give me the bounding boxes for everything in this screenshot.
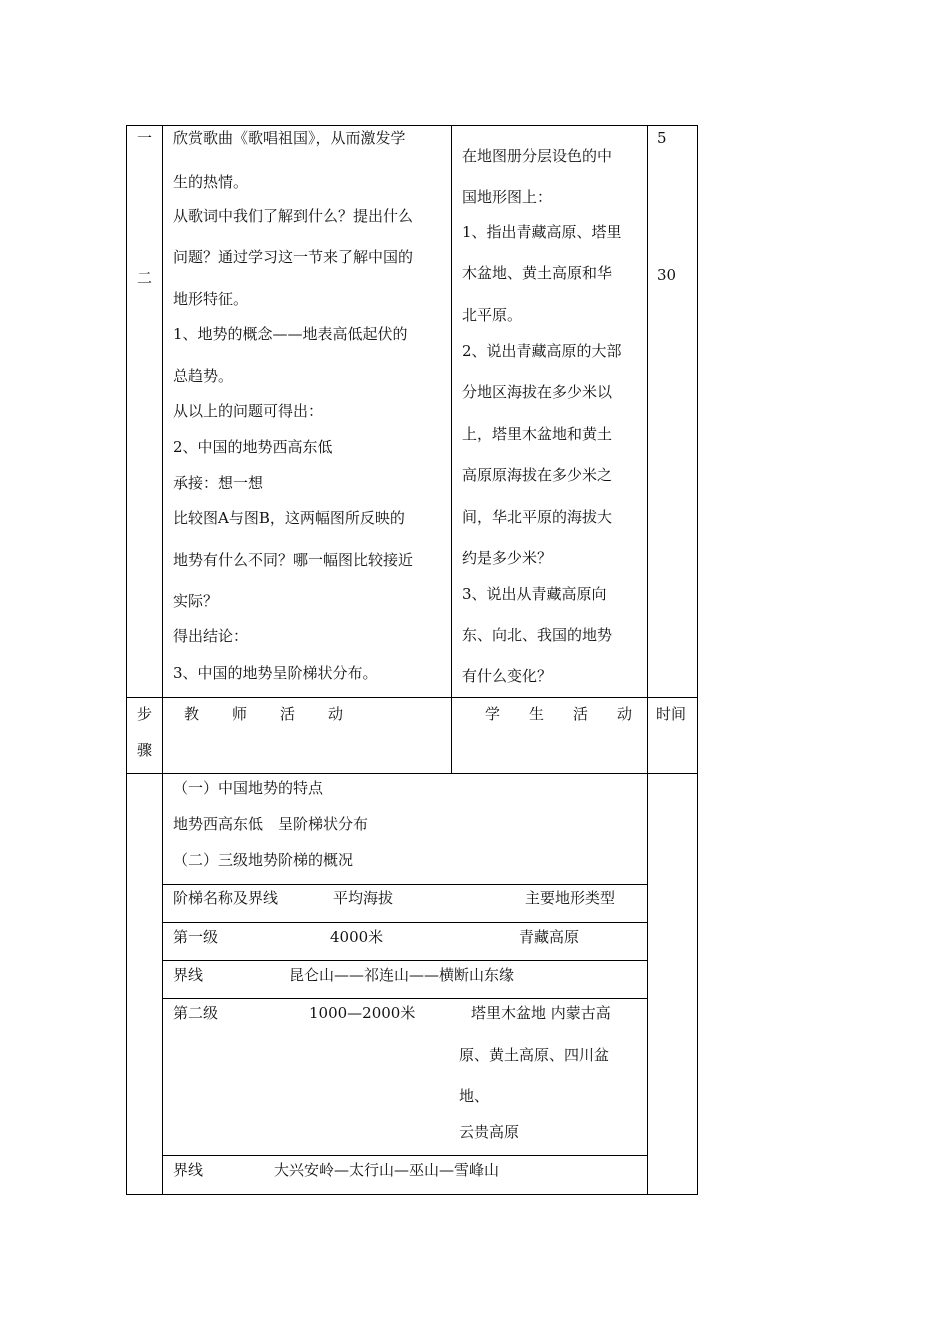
inner-table-line [163,922,647,923]
student-line: 木盆地、黄土高原和华 [462,264,613,282]
col-divider-teacher [451,125,452,774]
teacher-line: 生的热情。 [173,173,249,191]
teacher-line: 承接：想一想 [173,474,264,492]
tier-2-terrain: 原、黄土高原、四川盆 [459,1046,610,1064]
table-col-header: 阶梯名称及界线 [173,889,279,907]
teacher-line: 比较图A与图B，这两幅图所反映的 [173,509,405,527]
terrain-feature: 地势西高东低 呈阶梯状分布 [173,815,369,833]
tier-1-name: 第一级 [173,928,219,946]
teacher-line: 地形特征。 [173,290,249,308]
row-divider-header-bottom [126,773,698,774]
outer-left-border [126,125,127,1195]
student-line: 1、指出青藏高原、塔里 [462,223,622,241]
time-value: 5 [657,129,667,147]
student-line: 国地形图上： [462,188,553,206]
teacher-line: 得出结论： [173,627,249,645]
student-line: 分地区海拔在多少米以 [462,383,613,401]
boundary-2-label: 界线 [173,1161,204,1179]
teacher-line: 从以上的问题可得出： [173,402,324,420]
inner-table-line [163,884,647,885]
time-value: 30 [657,266,677,284]
teacher-line: 从歌词中我们了解到什么？提出什么 [173,207,414,225]
bottom-border [126,1194,698,1195]
inner-table-line [163,1155,647,1156]
tier-1-terrain: 青藏高原 [519,928,580,946]
header-student: 学 生 活 动 [485,705,640,723]
boundary-1-label: 界线 [173,966,204,984]
table-col-header: 主要地形类型 [525,889,616,907]
student-line: 3、说出从青藏高原向 [462,585,607,603]
student-line: 高原原海拔在多少米之 [462,466,613,484]
header-step-1: 步 [137,705,153,723]
teacher-line: 地势有什么不同？哪一幅图比较接近 [173,551,414,569]
row-divider-header-top [126,697,698,698]
header-step-2: 骤 [137,741,153,759]
section-heading-2: （二）三级地势阶梯的概况 [173,851,354,869]
teacher-line: 3、中国的地势呈阶梯状分布。 [173,664,378,682]
table-col-header: 平均海拔 [333,889,394,907]
step-number-one: 一 [137,129,153,147]
tier-2-terrain: 地、 [459,1087,490,1105]
top-border [126,125,698,126]
tier-1-altitude: 4000米 [330,928,384,946]
col-divider-step [162,125,163,1195]
outer-right-border [697,125,698,1195]
student-line: 约是多少米？ [462,549,553,567]
teacher-line: 总趋势。 [173,367,234,385]
inner-table-line [163,998,647,999]
tier-2-altitude: 1000—2000米 [309,1004,416,1022]
section-heading-1: （一）中国地势的特点 [173,779,324,797]
student-line: 东、向北、我国的地势 [462,626,613,644]
teacher-line: 欣赏歌曲《歌唱祖国》，从而激发学 [173,129,406,147]
student-line: 在地图册分层设色的中 [462,147,613,165]
student-line: 间，华北平原的海拔大 [462,508,613,526]
header-teacher: 教 师 活 动 [184,705,353,723]
header-time: 时间 [656,705,687,723]
teacher-line: 2、中国的地势西高东低 [173,438,333,456]
student-line: 2、说出青藏高原的大部 [462,342,622,360]
col-divider-time [647,125,648,1195]
student-line: 有什么变化？ [462,667,553,685]
teacher-line: 1、地势的概念——地表高低起伏的 [173,325,408,343]
tier-2-terrain: 云贵高原 [459,1123,520,1141]
boundary-1-value: 昆仑山——祁连山——横断山东缘 [289,966,515,984]
tier-2-terrain: 塔里木盆地 内蒙古高 [471,1004,611,1022]
inner-table-line [163,960,647,961]
tier-2-name: 第二级 [173,1004,219,1022]
teacher-line: 实际？ [173,592,219,610]
boundary-2-value: 大兴安岭—太行山—巫山—雪峰山 [274,1161,500,1179]
teacher-line: 问题？通过学习这一节来了解中国的 [173,248,414,266]
step-number-two: 二 [137,269,153,287]
student-line: 上，塔里木盆地和黄土 [462,425,613,443]
student-line: 北平原。 [462,306,523,324]
